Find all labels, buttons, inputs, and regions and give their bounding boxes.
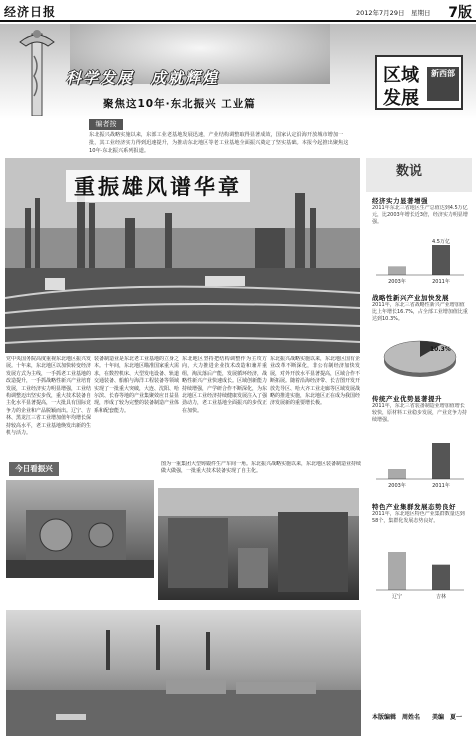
sidebar-block-2-text: 2011年，东北三省战略性新兴产业增加值比上年增长16.7%，占全部工业增加值比重达到10.3%。 bbox=[372, 302, 468, 322]
masthead bbox=[0, 0, 476, 22]
region-text-2: 发展 bbox=[383, 88, 419, 109]
bar-label-1: 吉林 bbox=[435, 594, 447, 600]
body-column-2: 装备制造业是东北老工业基地的立身之本。十年间，东北地区瞄准国家重大需求，在数控机床、大型发电设备、轨道交通装备、船舶与海洋工程装备等领域实现了一批重大突破，大连、沈阳、哈尔滨、长春等地的产业集聚效应日益显现，形成了较为完整的装备制造产业体系和配套能力。 bbox=[94, 356, 179, 414]
port-photo bbox=[6, 610, 361, 736]
workshop-graphic bbox=[158, 488, 359, 600]
bar-label-0: 辽宁 bbox=[391, 594, 403, 600]
sidebar-block-3-title: 传统产业优势显著提升 bbox=[372, 395, 442, 403]
issue-date: 2012年7月29日 星期日 bbox=[356, 9, 431, 17]
bar-1 bbox=[432, 565, 450, 590]
sidebar-chart-3 bbox=[372, 431, 468, 489]
factory-photo bbox=[6, 480, 154, 578]
theme-title: 科学发展 成就辉煌 bbox=[66, 69, 220, 87]
bar-label-0: 2003年 bbox=[388, 483, 406, 489]
bar-0 bbox=[388, 552, 406, 590]
bar-value-label-1: 4.5万亿 bbox=[432, 239, 450, 245]
series-title: 聚焦这10年·东北振兴 工业篇 bbox=[103, 98, 256, 110]
sidebar-block-4-title: 特色产业集群发展态势良好 bbox=[372, 503, 456, 511]
page-number: 7版 bbox=[448, 5, 472, 21]
sidebar-section-title: 数说 bbox=[396, 164, 423, 179]
sidebar-chart-1 bbox=[372, 233, 468, 285]
body-column-4: 东北振兴战略实施以来，东北地区国有企业改革不断深化，非公有制经济加快发展，对外开放水平显著提高，区域合作不断拓展。随着沿海经济带、长吉图开发开放先导区、哈大齐工业走廊等区域发展战略的推进实施，东北地区正在成为我国经济发展新的重要增长极。 bbox=[270, 356, 360, 407]
sidebar-block-1-title: 经济实力显著增强 bbox=[372, 197, 428, 205]
sidebar-chart-4 bbox=[372, 540, 468, 600]
region-text-1: 区域 bbox=[383, 65, 419, 86]
page-credit: 本版编辑 周姓名 美编 夏一 bbox=[372, 714, 463, 721]
sidebar-block-1-text: 2011年东北三省地区生产总值达到4.5万亿元，比2003年增长近3倍，经济实力明显增强。 bbox=[372, 205, 468, 225]
photo-caption: 图为一重集团大型铸锻件生产车间一角。东北振兴战略实施以来，东北地区装备制造业持续做大做强，一批重大技术装备实现了自主化。 bbox=[161, 461, 361, 474]
bar-label-1: 2011年 bbox=[432, 279, 450, 285]
pie-value-label: 10.3% bbox=[430, 346, 451, 353]
editor-note-tag: 编者按 bbox=[89, 119, 123, 130]
machinery-graphic bbox=[6, 480, 154, 578]
bar-label-0: 2003年 bbox=[388, 279, 406, 285]
editor-note: 东北振兴战略实施以来，东部工业老基地发展迅速，产业结构调整取得显著成效，国家认定沿海开放城市增加一批，其工业经济实力得到迅速提升，为推动东北地区等老工业基地全面振兴奠定了坚实基础。本报今起推出聚焦这10年·东北振兴系列报道。 bbox=[89, 132, 349, 154]
newspaper-logo: 经济日报 bbox=[4, 5, 57, 19]
today-tag: 今日看振兴 bbox=[9, 462, 59, 476]
ornamental-pillar-icon bbox=[14, 26, 60, 116]
bar-0 bbox=[388, 469, 406, 479]
body-column-3: 东北地区坚持把结构调整作为主攻方向，大力推进企业技术改造和兼并重组，淘汰落后产能，发展循环经济，战略性新兴产业快速成长。区域创新能力持续增强，产学研合作不断深化，为东北地区工业经济持续健康发展注入了强劲动力，老工业基地全面振兴的步伐正在加快。 bbox=[182, 356, 267, 414]
bar-1 bbox=[432, 245, 450, 275]
region-development-logo bbox=[375, 55, 463, 110]
body-column-1: 党中央国务院高度重视东北地区振兴发展。十年来，东北地区以加快转变经济发展方式为主线，一手抓老工业基地的改造提升，一手抓战略性新兴产业培育发展，工业经济实力明显增强，工业结构调整迈出坚实步伐，重大技术装备自主化水平显著提高，一大批具有国际竞争力的企业和产品脱颖而出。辽宁、吉林、黑龙江三省工业增加值年均增长保持较高水平，老工业基地焕发出新的生机与活力。 bbox=[6, 356, 91, 437]
workshop-photo bbox=[158, 488, 359, 600]
seal-badge: 新西部 bbox=[427, 67, 459, 101]
sidebar-block-3-text: 2011年，东北三省装备制造业增加值增长较快，原材料工业稳步发展，产业竞争力持续增强。 bbox=[372, 403, 468, 423]
bar-label-1: 2011年 bbox=[432, 483, 450, 489]
main-headline: 重振雄风谱华章 bbox=[66, 170, 250, 202]
sidebar-chart-2 bbox=[372, 330, 468, 380]
bar-1 bbox=[432, 443, 450, 479]
port-graphic bbox=[6, 610, 361, 736]
sidebar-block-4-text: 2011年，东北地区特色产业集群数量达到58个，集群化发展态势良好。 bbox=[372, 511, 465, 524]
bar-0 bbox=[388, 266, 406, 275]
sidebar-block-2-title: 战略性新兴产业加快发展 bbox=[372, 294, 449, 302]
